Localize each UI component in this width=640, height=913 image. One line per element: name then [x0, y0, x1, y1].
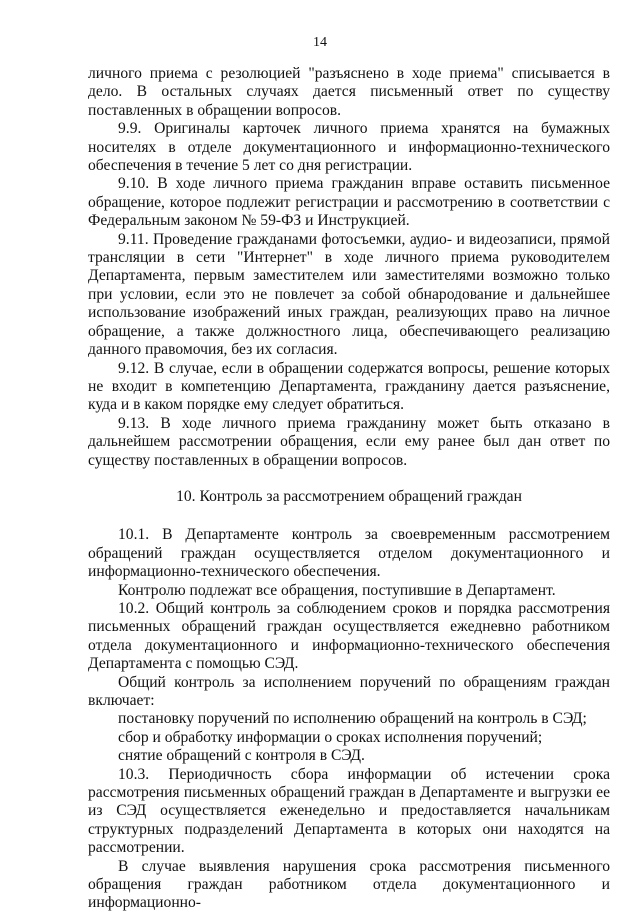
- paragraph-10-2: 10.2. Общий контроль за соблюдением сроков и порядка рассмотрения письменных обращений граждан осуществляется ежедневно работником отдела документационного и информационно-технического обеспечения Департамента с помощью СЭД.: [88, 599, 610, 673]
- paragraph-general-control: Общий контроль за исполнением поручений по обращениям граждан включает:: [88, 673, 610, 709]
- paragraph-9-10: 9.10. В ходе личного приема гражданин вправе оставить письменное обращение, которое подлежит регистрации и рассмотрению в соответствии с Федеральным законом № 59-ФЗ и Инструкцией.: [88, 175, 610, 230]
- paragraph-violation: В случае выявления нарушения срока рассмотрения письменного обращения граждан работником отдела документационного и информационно-: [88, 857, 610, 912]
- paragraph-9-9: 9.9. Оригиналы карточек личного приема хранятся на бумажных носителях в отделе документационного и информационно-технического обеспечения в течение 5 лет со дня регистрации.: [88, 120, 610, 175]
- paragraph: личного приема с резолюцией "разъяснено в ходе приема" списывается в дело. В остальных случаях дается письменный ответ по существу поставленных в обращении вопросов.: [88, 65, 610, 119]
- paragraph-10-3: 10.3. Периодичность сбора информации об истечении срока рассмотрения письменных обращений граждан в Департаменте и выгрузки ее из СЭД осуществляется еженедельно и предоставляется начальникам структурных подразделений Департамента в которых они находятся на рассмотрении.: [88, 765, 610, 857]
- document-body: [88, 65, 610, 913]
- paragraph-control-scope: Контролю подлежат все обращения, поступившие в Департамент.: [118, 581, 556, 599]
- paragraph-10-1: 10.1. В Департаменте контроль за своевременным рассмотрением обращений граждан осуществляется отделом документационного и информационно-технического обеспечения.: [88, 526, 610, 581]
- list-item: снятие обращений с контроля в СЭД.: [118, 747, 365, 765]
- list-item: постановку поручений по исполнению обращений на контроль в СЭД;: [118, 710, 587, 728]
- page-number: 14: [313, 35, 327, 50]
- paragraph-9-12: 9.12. В случае, если в обращении содержатся вопросы, решение которых не входит в компетенцию Департамента, гражданину дается разъяснение, куда и в каком порядке ему следует обратиться.: [88, 359, 610, 414]
- paragraph-9-13: 9.13. В ходе личного приема гражданину может быть отказано в дальнейшем рассмотрении обращения, если ему ранее был дан ответ по существу поставленных в обращении вопросов.: [88, 414, 610, 469]
- list-item: сбор и обработку информации о сроках исполнения поручений;: [118, 728, 543, 746]
- paragraph-9-11: 9.11. Проведение гражданами фотосъемки, аудио- и видеозаписи, прямой трансляции в сети "Интернет" в ходе личного приема руководителем Департамента, первым заместителем или заместителями возможно только при условии, если это не повлечет за собой обнародование и дальнейшее использование изображений иных граждан, реализующих право на личное обращение, а также должностного лица, обеспечивающего реализацию данного правомочия, без их согласия.: [88, 230, 610, 359]
- section-heading: 10. Контроль за рассмотрением обращений граждан: [176, 487, 522, 505]
